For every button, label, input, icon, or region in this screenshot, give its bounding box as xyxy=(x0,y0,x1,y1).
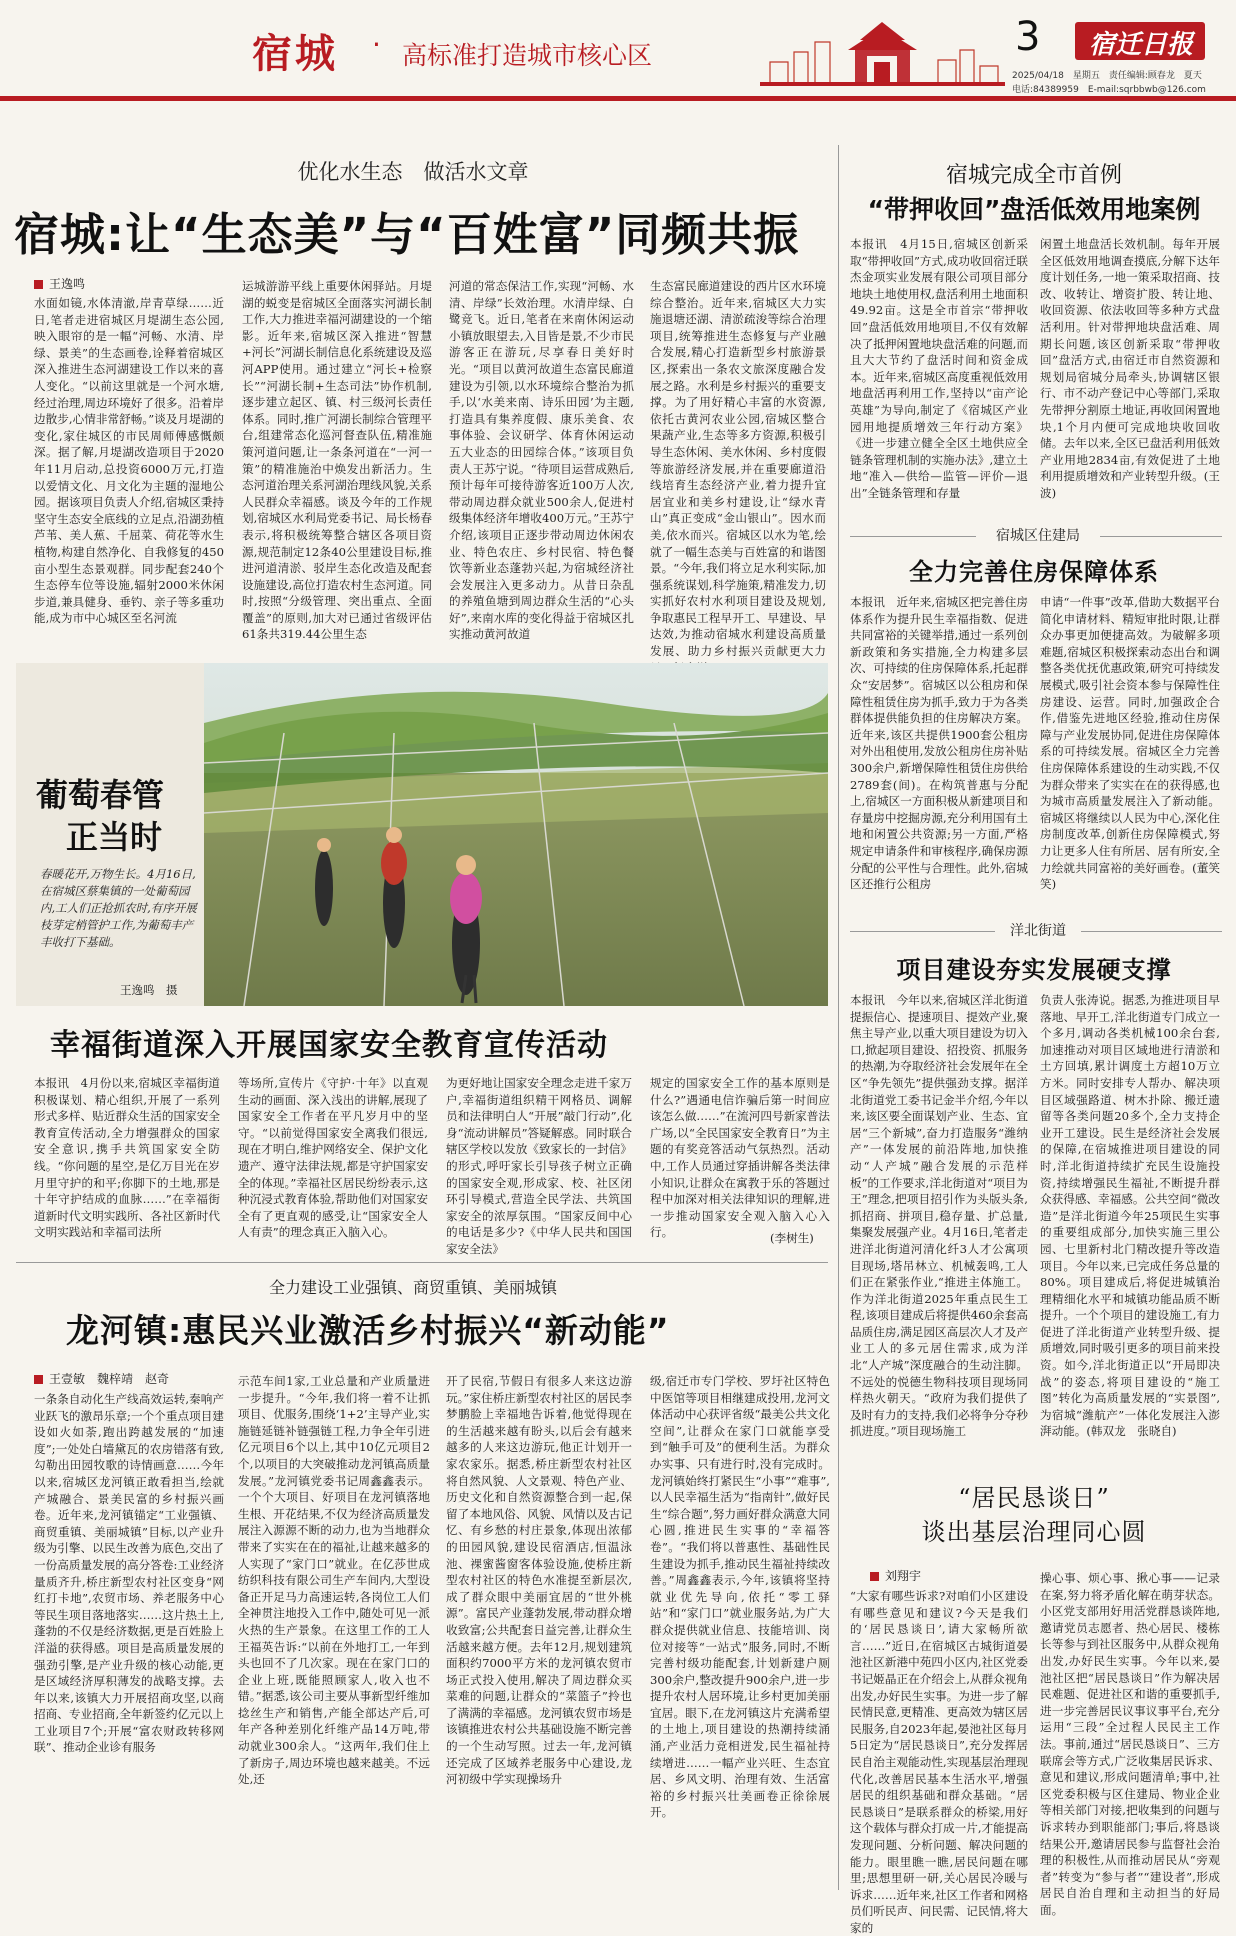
mid-credit: (李树生) xyxy=(770,1231,814,1245)
lead-kicker: 优化水生态 做活水文章 xyxy=(297,160,529,184)
bottom-col-2: 示范车间1家,工业总量和产业质量进一步提升。“今年,我们将一着不让抓项目、优服务,围绕‘1+2’主导产业,实施链延链补链强链工程,力争全年引进亿元项目6个以上,其中10亿元项目2个,以项目的大突破推动龙河镇高质量发展。”龙河镇党委书记周鑫鑫表示。一个个大项目、好项目在龙河镇落地生根、开花结果,不仅为经济高质量发展注入源源不断的动力,也为当地群众带来了实实在在的福祉,让越来越多的人实现了“家门口”就业。在亿莎世成纺织科技有限公司生产车间内,大型设备正开足马力高速运转,各岗位工人们全神贯注地投入工作中,随处可见一派火热的生产景象。在这里工作的工人王福英告诉:“以前在外地打工,一年到头也回不了几次家。现在在家门口的企业上班,既能照顾家人,收入也不错。”据悉,该公司主要从事新型纤维加捻丝生产和销售,产能全部达产后,可年产各种差别化纤维产品14万吨,带动就业300余人。“这两年,我们住上了新房子,周边环境也越来越美。不远处,还 xyxy=(238,1374,430,1787)
right1-headline-line-1: 宿城完成全市首例 xyxy=(945,163,1122,188)
right2-col-1: 本报讯 近年来,宿城区把完善住房体系作为提升民生幸福指数、促进共同富裕的关键举措,通过一系列创新政策和务实措施,全力构建多层次、可持续的住房保障体系,托起群众“安居梦”。宿城区以公租房和保障性租赁住房为抓手,致力于为各类群体提供能负担的住房解决方案。近年来,该区共提供1900套公租房对外出租使用,发放公租房住房补贴300余户,新增保障性租赁住房供给2789套(间)。在构筑普惠与分配上,宿城区一方面积极从新建项目和存量房中挖掘房源,充分利用国有土地和闲置公共资源;另一方面,严格规定申请条件和审核程序,确保房源分配的公平性与合理性。此外,宿城区还推行公租房 xyxy=(850,595,1028,892)
mid-col-1: 本报讯 4月份以来,宿城区幸福街道积极谋划、精心组织,开展了一系列形式多样、贴近群众生活的国家安全教育宣传活动,全力增强群众的国家安全意识,携手共筑国家安全防线。“你问题的星空,是亿万目光在岁月里守护的和平;你脚下的土地,那是十年守护结成的血脉……”在幸福街道新时代文明实践所、各社区新时代文明实践站和幸福司法所 xyxy=(34,1076,220,1240)
right3-col-1: 本报讯 今年以来,宿城区洋北街道提振信心、提速项目、提效产业,聚焦主导产业,以重大项目建设为切入口,掀起项目建设、招投资、抓服务的热潮,为夺取经济社会发展年在全区“争先领先”提供强劲支撑。据洋北街道党工委书记金半介绍,今年以来,该区要全面谋划产业、生态、宜居“三个新城”,奋力打造服务“潍纳产”一体发展的前沿阵地,加快推动“人产城”融合发展的示范样板”的工作要求,洋北街道对“项目为王”理念,把项目招引作为头版头条,抓招商、拼项目,稳存量、扩总量,集聚发展强产业。4月16日,笔者走进洋北街道河清化纤3人才公寓项目现场,塔吊林立、机械轰鸣,工人们正在紧张作业,“推进主体施工。作为洋北街道2025年重点民生工程,该项目建成后将提供460余套高品质住房,满足园区高层次人才及产业工人的多元居住需求,成为洋北“人产城”深度融合的生动注脚。不远处的悦德生物科技项目现场同样热火朝天。“政府为我们提供了及时有力的支持,我们必将争分夺秒抓进度。”项目现场施工 xyxy=(850,993,1028,1439)
lead-col-4: 生态富民廊道建设的西片区水环境综合整治。近年来,宿城区大力实施退塘还湖、清淤疏浚等综合治理项目,统筹推进生态修复与产业融合发展,精心打造新型乡村旅游景区,探索出一条农文旅深度融合发展之路。水利是乡村振兴的重要支撑。为了用好精心丰富的水资源,依托古黄河农业公园,宿城区整合果蔬产业,生态等多方资源,积极引导生态休闲、美水休闲、乡村度假等旅游经济发展,并在重要廊道沿线培育生态经济产业,着力提升宜居宜业和美乡村建设,让“绿水青山”真正变成“金山银山”。因水而美,依水而兴。宿城区以水为笔,绘就了一幅生态美与百姓富的和谐图景。“今年,我们将立足水利实际,加强系统谋划,科学施策,精准发力,切实抓好农村水利项目建设及规划,争取惠民工程早开工、早建设、早达效,为推动宿城水利建设高质量发展、助力乡村振兴贡献更大力 xyxy=(650,279,826,659)
section-city: 宿城 xyxy=(252,30,338,77)
bottom-headline: 龙河镇:惠民兴业激活乡村振兴“新动能” xyxy=(66,1311,670,1350)
masthead-rule xyxy=(0,96,1236,101)
author-marker xyxy=(34,1375,43,1384)
mid-col-2: 等场所,宣传片《守护·十年》以直观生动的画面、深入浅出的讲解,展现了国家安全工作者在平凡岁月中的坚守。“以前觉得国家安全离我们很远,现在才明白,维护网络安全、保护文化遗产、遵守法律法规,都是守护国家安全的体现。”幸福社区居民纷纷表示,这种沉浸式教育体验,帮助他们对国家安全有了更直观的感受,让“国家安全人人有责”的理念真正入脑入心。 xyxy=(238,1076,428,1240)
lead-col-3: 河道的常态保洁工作,实现“河畅、水清、岸绿”长效治理。水清岸绿、白鹭竞飞。近日,笔者在来南休闲运动小镇放眼望去,入目皆是景,不少市民游客正在游玩,尽享春日美好时光。“项目以黄河故道生态富民廊道建设为引领,以水环境综合整治为抓手,以‘水美来南、诗乐田园’为主题,打造具有集养度假、康乐美食、农事体验、会议研学、体育休闲运动五大业态的田园综合体。”该项目负责人王苏宁说。“待项目运营成熟后,预计每年可接待游客近100万人次,带动周边群众就业500余人,促进村级集体经济年增收400万元。”王苏宁介绍,该项目正逐步带动周边休闲农业、特色农庄、乡村民宿、特色餐饮等新业态蓬勃兴起,为宿城经济社会发展注入更多动力。从昔日杂乱的养殖鱼塘到周边群众生活的“心头好”,来南水库的变化得益于宿城区扎实推动黄河故道 xyxy=(449,279,634,642)
right2-headline: 全力完善住房保障体系 xyxy=(909,558,1159,586)
lead-author-name: 王逸鸣 xyxy=(49,277,86,291)
right4-headline-line-2: 谈出基层治理同心圆 xyxy=(921,1518,1147,1546)
mid-headline: 幸福街道深入开展国家安全教育宣传活动 xyxy=(50,1028,608,1063)
lead-headline: 宿城:让“生态美”与“百姓富”同频共振 xyxy=(14,208,800,261)
mid-col-4: 规定的国家安全工作的基本原则是什么?”遇通电信诈骗后第一时间应该怎么做……”在流河四号新家普法广场,以“全民国家安全教育日”为主题的有奖竞答活动气氛热烈。活动中,工作人员通过穿插讲解各类法律小知识,让群众在寓教于乐的答题过程中加深对相关法律知识的理解,进一步推动国家安全观入脑入心入行。 xyxy=(650,1076,830,1240)
mid-divider xyxy=(16,1262,828,1263)
lead-col-2: 运城游游平线上重要休闲驿站。月堤湖的蜕变是宿城区全面落实河湖长制工作,大力推进幸福河湖建设的一个缩影。近年来,宿城区深入推进“智慧+河长”河湖长制信息化系统建设及巡河APP使用。通过建立“河长+检察长”“河湖长制+生态司法”协作机制,逐步建立起区、镇、村三级河长责任体系。同时,推广河湖长制综合管理平台,组建常态化巡河督查队伍,精准施策河道问题,让一条条河道在“一河一策”的精准施治中焕发出新活力。生态河道治理关系河湖治理线风貌,关系人民群众幸福感。谈及今年的工作规划,宿城区水利局党委书记、局长杨春表示,将积极统筹整合辖区各项目资源,规范制定12条40公里建设目标,推进河道清淤、驳岸生态化改造及配套设施建设,高位打造农村生态河道。同时,按照“分级管理、突出重点、全面覆盖”的原则,加大对已通过省级评估61条共319.44公里生态 xyxy=(242,279,432,642)
mid-col-3: 为更好地让国家安全理念走进千家万户,幸福街道组织精干网格员、调解员和法律明白人“开展”敲门行动”,化身“流动讲解员”答疑解惑。同时联合辖区学校以发放《致家长的一封信》的形式,呼吁家长引导孩子树立正确的国家安全观,形成家、校、社区闭环引导模式,营造全民学法、共筑国家安全的浓厚氛围。“国家反间中心的电话是多少?《中华人民共和国国家安全法》 xyxy=(446,1076,632,1256)
section-slogan: 高标准打造城市核心区 xyxy=(402,41,653,70)
photo-title-line-2: 正当时 xyxy=(66,818,163,856)
right1-col-2: 闲置土地盘活长效机制。每年开展全区低效用地调查摸底,分解下达年度计划任务,一地一策采取招商、技改、收转让、增资扩股、转让地、收回资源、依法收回等多种方式盘活利用。针对带押地块盘活难、周期长问题,该区创新采取“带押收回”盘活方式,由宿迁市自然资源和规划局宿城分局牵头,协调辖区银行、市不动产登记中心等部门,采取先带押分割原土地证,再收回闲置地块,1个月内便可完成地块收回收储。去年以来,全区已盘活利用低效产业用地2834亩,有效促进了土地利用提质增效和产业转型升级。(王波) xyxy=(1040,237,1220,500)
page-number: 3 xyxy=(1015,14,1041,60)
date-line: 2025/04/18 星期五 责任编辑:顾春龙 夏天 xyxy=(1012,71,1202,81)
right2-col-2: 申请“一件事”改革,借助大数据平台简化申请材料、精短审批时限,让群众办事更加便捷高效。为破解多项难题,宿城区积极探索动态出台和调整各类优抚优惠政策,研究可持续发展模式,吸引社会资本参与保障性住房建设、运营。同时,加强政企合作,借鉴先进地区经验,推动住房保障与产业发展协同,促进住房保障体系的可持续发展。宿城区全力完善住房保障体系建设的生动实践,不仅为群众带来了实实在在的获得感,也为城市高质量发展注入了新动能。宿城区将继续以人民为中心,深化住房制度改革,创新住房保障模式,努力让更多人住有所居、居有所安,全力绘就共同富裕的美好画卷。(董笑笑) xyxy=(1040,595,1220,892)
bottom-col-4: 级,宿迁市专门学校、罗圩社区特色中医馆等项目相继建成投用,龙河文体活动中心获评省级“最美公共文化空间”,让群众在家门口就能享受到“触手可及”的便利生活。为群众办实事、只有进行时,没有完成时。龙河镇始终打紧民生“小事”“难事”,以人民幸福生活为“指南针”,做好民生“综合题”,努力画好群众满意大同心圆,推进民生实事的“幸福答卷”。“我们将以普惠性、基础性民生建设为抓手,推动民生福祉持续改善。”周鑫鑫表示,今年,该镇将坚持就业优先导向,依托“零工驿站”和“家门口”就业服务站,为广大群众提供就业信息、技能培训、岗位对接等“一站式”服务,同时,不断完善村级功能配套,计划新建户厕300余户,整改提升900余户,进一步提升农村人居环境,让乡村更加美丽宜居。眼下,在龙河镇这片充满希望的土地上,项目建设的热潮持续涌涌,产业活力竞相迸发,民生福祉持续增进……一幅产业兴旺、生态宜居、乡风文明、治理有效、生活富裕的乡村振兴壮美画卷正徐徐展开。 xyxy=(650,1374,830,1820)
right1-col-1: 本报讯 4月15日,宿城区创新采取“带押收回”方式,成功收回宿迁联杰金项实业发展有限公司项目部分地块土地使用权,盘活利用土地面积49.92亩。这是全市首宗“带押收回”盘活低效用地项目,不仅有效解决了抵押闲置地块盘活难的问题,而且大大节约了盘活时间和资金成本。近年来,宿城区高度重视低效用地盘活再利用工作,坚持以“亩产论英雄”为导向,制定了《宿城区产业园用地提质增效三年行动方案》《进一步建立健全全区土地供应全链条管理机制的实施办法》,建立土地“准入—供给—监管—评价—退出”全链条管理和存量 xyxy=(850,237,1028,500)
author-marker xyxy=(34,280,43,289)
masthead xyxy=(0,0,1236,98)
right4-author-name: 刘翔宇 xyxy=(885,1569,922,1583)
section-dot: · xyxy=(372,28,381,61)
author-marker xyxy=(870,1572,879,1581)
bottom-col-1: 一条条自动化生产线高效运转,秦响产业跃飞的激昂乐章;一个个重点项目建设如火如荼,跑出跨越发展的“加速度”;一处处白墙黛瓦的农房错落有致,勾勒出田园牧歌的诗情画意……今年以来,宿城区龙河镇正敢看担当,绘就产城融合、景美民富的乡村振兴画卷。近年来,龙河镇锚定“工业强镇、商贸重镇、美丽城镇”目标,以产业升级为引擎、以民生改善为底色,交出了一份高质量发展的高分答卷:工业经济量质齐升,桥庄新型农村社区变身“网红打卡地”,农贸市场、养老服务中心等民生项目落地落实……这片热土上,蓬勃的不仅是经济数据,更是百姓脸上洋溢的获得感。项目是高质量发展的强劲引擎,是产业升级的核心动能,更是区域经济厚积薄发的战略支撑。去年以来,该镇大力开展招商攻坚,以商招商、专业招商,全年新签约亿元以上工业项目7个;开展“富农财政转移网联”、推动企业诊有服务 xyxy=(34,1392,224,1755)
right3-headline: 项目建设夯实发展硬支撑 xyxy=(896,956,1172,984)
photo-credit: 王逸鸣 摄 xyxy=(120,983,178,997)
right4-col-1: “大家有哪些诉求?对咱们小区建设有哪些意见和建议?今天是我们的‘居民恳谈日’,请大家畅所欲言……”近日,在宿城区古城街道晏池社区新港中苑四小区内,社区党委书记姬晶正在介绍会上,从群众视角出发,办好民生实事。为进一步了解民情民意,更精准、更高效为辖区居民服务,自2023年起,晏池社区每月5日定为“居民恳谈日”,充分发挥居民自治主观能动性,实现基层治理现代化,改善居民基本生活水平,增强居民的组织基础和群众基础。“居民恳谈日”是联系群众的桥梁,用好这个载体与群众打成一片,才能提高发现问题、分析问题、解决问题的能力。眼里瞧一瞧,居民问题在哪里;思想里研一研,关心居民冷暖与诉求……近年来,社区工作者和网格员们听民声、问民需、记民情,将大家的 xyxy=(850,1589,1028,1935)
photo-caption: 春暖花开,万物生长。4月16日,在宿城区蔡集镇的一处葡萄园内,工人们正抢抓农时,有序开展枝芽定梢管护工作,为葡萄丰产丰收打下基础。 xyxy=(40,867,197,949)
right4-col-2: 操心事、烦心事、揪心事——记录在案,努力将矛盾化解在萌芽状态。小区党支部用好用活党群恳谈阵地,邀请党员志愿者、热心居民、楼栋长等参与到社区服务中,从群众视角出发,办好民生实事。今年以来,晏池社区把“居民恳谈日”作为解决居民难题、促进社区和谐的重要抓手,进一步完善居民议事议事平台,充分运用“三段”全过程人民民主工作法。事前,通过“居民恳谈日”、三方联席会等方式,广泛收集居民诉求、意见和建议,形成问题清单;事中,社区党委积极与区住建局、物业企业等相关部门对接,把收集到的问题与诉求转办到职能部门;事后,将恳谈结果公开,邀请居民参与监督社会治理的积极性,从而推动居民从“旁观者”转变为“参与者”“建设者”,形成居民自治自理和主动担当的好局面。 xyxy=(1040,1571,1220,1917)
lead-col-1: 水面如镜,水体清澈,岸青草绿……近日,笔者走进宿城区月堤湖生态公园,映入眼帘的是一幅“河畅、水清、岸绿、景美”的生态画卷,诠释着宿城区深入推进生态河湖建设工作以来的喜人变化。“以前这里就是一个河水塘,经过治理,周边环境好了很多。沿着岸边散步,心情非常舒畅。”谈及月堤湖的变化,家住城区的市民周师傅感慨颇深。据了解,月堤湖改造项目于2020年11月启动,总投资6000万元,打造以爱情文化、月文化为主题的湿地公园。据该项目负责人介绍,宿城区秉持坚守生态安全底线的立足点,沿湖劲植芦苇、美人蕉、千屈菜、荷花等水生植物,构建自然净化、自我修复的450亩小型生态景观群。同步配套240个生态停车位等设施,辐射2000米休闲步道,兼具健身、垂钓、亲子等多重功能,成为市中心城区至名河流 xyxy=(34,296,224,626)
bottom-author xyxy=(34,1370,169,1387)
photo-title-line-1: 葡萄春管 xyxy=(36,776,165,814)
vineyard-photo xyxy=(204,663,828,1006)
contact-line: 电话:84389959 E-mail:sqrbbwb@126.com xyxy=(1012,85,1206,95)
right4-author xyxy=(870,1567,921,1584)
right4-headline-line-1: “居民恳谈日” xyxy=(958,1484,1110,1512)
bottom-author-name: 王壹敏 魏梓靖 赵奇 xyxy=(49,1372,170,1386)
bottom-kicker: 全力建设工业强镇、商贸重镇、美丽城镇 xyxy=(268,1278,557,1297)
bottom-col-3: 开了民宿,节假日有很多人来这边游玩。”家住桥庄新型农村社区的居民李梦鹏脸上幸福地告诉着,他觉得现在的生活越来越有盼头,以后会有越来越多的人来这边游玩,他正计划开一家农家乐。据悉,桥庄新型农村社区将自然风貌、人文景观、特色产业、历史文化和自然资源整合到一起,保留了本地风俗、风貌、风情以及古记忆、有乡愁的村庄景象,体现出浓郁的田园风貌,建设民宿酒店,恒温泳池、裸蜜酱窗客体验设施,使桥庄新型农村社区的特色水准提至新层次,成了群众眼中美丽宜居的“世外桃源”。富民产业蓬勃发展,带动群众增收致富;公共配套日益完善,让群众生活越来越方便。去年12月,规划建筑面积约7000平方米的龙河镇农贸市场正式投入使用,解决了周边群众买菜难的问题,让群众的“菜篮子”拎也了满满的幸福感。龙河镇农贸市场是该镇推进农村公共基础设施不断完善的一个生动写照。过去一年,龙河镇还完成了区域养老服务中心建设,龙河初级中学实现操场升 xyxy=(446,1374,632,1787)
right3-col-2: 负责人张涛说。据悉,为推进项目早落地、早开工,洋北街道专门成立一个多月,调动各类机械100余台套,加速推动对项目区域地进行清淤和土方回填,累计调度土方超10万立方米。同时安排专人帮办、解决项目区域强路道、树木扑除、搬迁遗留等各类问题20多个,全力支持企业开工建设。民生是经济社会发展的保障,在宿城推进项目建设的同时,洋北街道持续扩充民生设施投资,持续增强民生福祉,不断提升群众获得感、幸福感。公共空间“微改造”是洋北街道今年25项民生实事的重要组成部分,加快实施三里公园、七里新村北门精改提升等改造项目。今年以来,已完成任务总量的80%。项目建成后,将促进城镇治理精细化水平和城镇功能品质不断提升。一个个项目的建设施工,有力促进了洋北街道产业转型升级、提质增效,同时吸引更多的项目前来投资。如今,洋北街道正以“开局即决战”的姿态,将项目建设的“施工图”转化为高质量发展的“实景图”,为宿城“潍航产”一体化发展注入澎湃动能。(韩双龙 张晓自) xyxy=(1040,993,1220,1439)
right3-section-tag: 洋北街道 xyxy=(995,920,1081,940)
paper-name: 宿迁日报 xyxy=(1088,30,1193,60)
skyline-illustration xyxy=(760,22,1005,88)
lead-author xyxy=(34,275,85,292)
right2-section-tag: 宿城区住建局 xyxy=(976,525,1100,545)
column-separator xyxy=(838,145,839,1890)
right1-headline-line-2: “带押收回”盘活低效用地案例 xyxy=(867,195,1201,224)
